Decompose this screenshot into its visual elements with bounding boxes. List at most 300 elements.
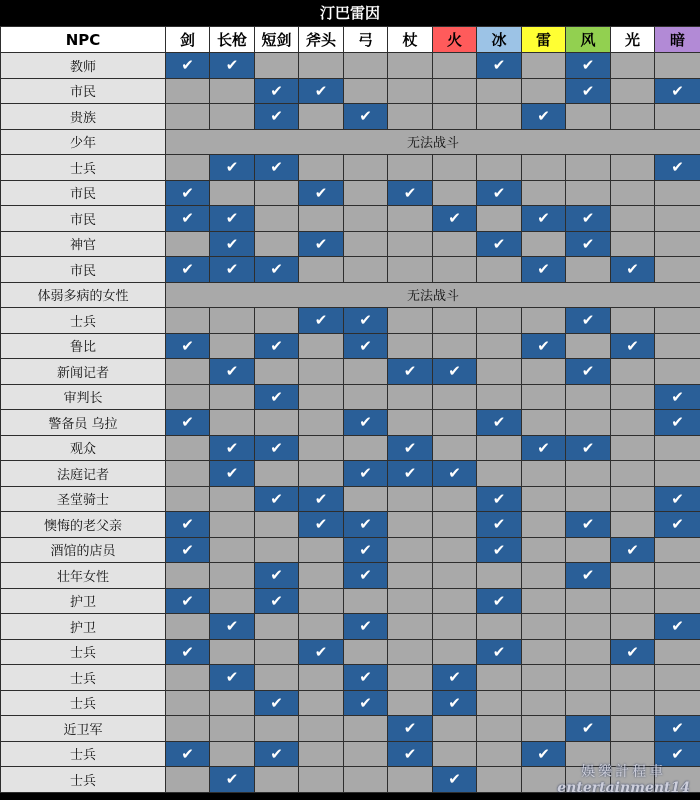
empty-cell	[388, 537, 433, 563]
empty-cell	[388, 384, 433, 410]
empty-cell	[433, 308, 477, 334]
empty-cell	[388, 333, 433, 359]
column-header-2: 长枪	[210, 27, 255, 53]
empty-cell	[299, 333, 344, 359]
empty-cell	[388, 486, 433, 512]
table-row	[1, 180, 700, 206]
empty-cell	[344, 384, 388, 410]
check-cell: ✔	[433, 359, 477, 385]
npc-name: 士兵	[1, 741, 166, 767]
watermark-logo	[557, 764, 690, 796]
check-cell: ✔	[655, 155, 700, 181]
npc-name: 鲁比	[1, 333, 166, 359]
check-cell: ✔	[255, 384, 299, 410]
empty-cell	[166, 614, 210, 640]
check-cell: ✔	[433, 665, 477, 691]
empty-cell	[566, 614, 611, 640]
empty-cell	[255, 308, 299, 334]
empty-cell	[166, 563, 210, 589]
empty-cell	[210, 537, 255, 563]
table-row	[1, 206, 700, 232]
empty-cell	[655, 461, 700, 487]
table-row	[1, 665, 700, 691]
npc-name: 观众	[1, 435, 166, 461]
empty-cell	[210, 563, 255, 589]
check-cell: ✔	[566, 231, 611, 257]
npc-name: 近卫军	[1, 716, 166, 742]
empty-cell	[433, 741, 477, 767]
empty-cell	[433, 588, 477, 614]
empty-cell	[388, 512, 433, 538]
empty-cell	[166, 231, 210, 257]
table-row	[1, 129, 700, 155]
check-cell: ✔	[166, 206, 210, 232]
empty-cell	[655, 665, 700, 691]
table-row	[1, 333, 700, 359]
empty-cell	[566, 257, 611, 283]
empty-cell	[477, 461, 522, 487]
empty-cell	[611, 690, 655, 716]
check-cell: ✔	[166, 537, 210, 563]
check-cell: ✔	[344, 563, 388, 589]
check-cell: ✔	[433, 690, 477, 716]
npc-name: 市民	[1, 257, 166, 283]
empty-cell	[477, 78, 522, 104]
check-cell: ✔	[344, 104, 388, 130]
empty-cell	[210, 104, 255, 130]
empty-cell	[566, 639, 611, 665]
check-cell: ✔	[344, 690, 388, 716]
column-header-8: 冰	[477, 27, 522, 53]
empty-cell	[210, 180, 255, 206]
empty-cell	[210, 308, 255, 334]
check-cell: ✔	[477, 180, 522, 206]
table-row	[1, 716, 700, 742]
check-cell: ✔	[255, 690, 299, 716]
empty-cell	[477, 716, 522, 742]
table-row	[1, 155, 700, 181]
check-cell: ✔	[566, 716, 611, 742]
empty-cell	[210, 512, 255, 538]
empty-cell	[655, 563, 700, 589]
column-header-7: 火	[433, 27, 477, 53]
empty-cell	[166, 665, 210, 691]
empty-cell	[566, 180, 611, 206]
npc-name: 警备员 乌拉	[1, 410, 166, 436]
empty-cell	[344, 359, 388, 385]
empty-cell	[566, 665, 611, 691]
npc-name: 少年	[1, 129, 166, 155]
table-row	[1, 461, 700, 487]
check-cell: ✔	[566, 206, 611, 232]
empty-cell	[166, 384, 210, 410]
table-body	[1, 53, 700, 793]
empty-cell	[433, 180, 477, 206]
empty-cell	[433, 537, 477, 563]
empty-cell	[477, 333, 522, 359]
empty-cell	[299, 257, 344, 283]
empty-cell	[611, 78, 655, 104]
empty-cell	[166, 461, 210, 487]
table-row	[1, 435, 700, 461]
table-row	[1, 231, 700, 257]
empty-cell	[388, 206, 433, 232]
empty-cell	[522, 78, 566, 104]
check-cell: ✔	[255, 78, 299, 104]
column-header-12: 暗	[655, 27, 700, 53]
empty-cell	[433, 435, 477, 461]
empty-cell	[611, 359, 655, 385]
check-cell: ✔	[210, 461, 255, 487]
table-row	[1, 384, 700, 410]
column-header-3: 短剑	[255, 27, 299, 53]
empty-cell	[655, 180, 700, 206]
empty-cell	[477, 741, 522, 767]
empty-cell	[566, 333, 611, 359]
table-row	[1, 359, 700, 385]
npc-name: 士兵	[1, 639, 166, 665]
check-cell: ✔	[566, 563, 611, 589]
check-cell: ✔	[255, 435, 299, 461]
empty-cell	[344, 257, 388, 283]
empty-cell	[611, 741, 655, 767]
table-row	[1, 563, 700, 589]
check-cell: ✔	[255, 588, 299, 614]
empty-cell	[299, 767, 344, 793]
empty-cell	[566, 741, 611, 767]
npc-name: 壮年女性	[1, 563, 166, 589]
empty-cell	[210, 741, 255, 767]
empty-cell	[299, 716, 344, 742]
column-header-4: 斧头	[299, 27, 344, 53]
empty-cell	[299, 690, 344, 716]
empty-cell	[433, 155, 477, 181]
check-cell: ✔	[522, 257, 566, 283]
empty-cell	[299, 104, 344, 130]
check-cell: ✔	[255, 741, 299, 767]
table-row	[1, 308, 700, 334]
npc-name: 护卫	[1, 614, 166, 640]
empty-cell	[477, 104, 522, 130]
table-row	[1, 690, 700, 716]
empty-cell	[344, 639, 388, 665]
empty-cell	[344, 53, 388, 79]
watermark-line2: entertainment14	[557, 780, 690, 796]
check-cell: ✔	[210, 155, 255, 181]
check-cell: ✔	[522, 741, 566, 767]
empty-cell	[433, 639, 477, 665]
empty-cell	[611, 486, 655, 512]
check-cell: ✔	[255, 333, 299, 359]
check-cell: ✔	[166, 333, 210, 359]
empty-cell	[433, 614, 477, 640]
check-cell: ✔	[344, 410, 388, 436]
empty-cell	[255, 665, 299, 691]
empty-cell	[522, 461, 566, 487]
empty-cell	[477, 257, 522, 283]
empty-cell	[166, 435, 210, 461]
npc-name: 士兵	[1, 155, 166, 181]
empty-cell	[655, 206, 700, 232]
empty-cell	[299, 359, 344, 385]
empty-cell	[210, 384, 255, 410]
empty-cell	[388, 665, 433, 691]
check-cell: ✔	[522, 104, 566, 130]
empty-cell	[522, 486, 566, 512]
empty-cell	[477, 767, 522, 793]
empty-cell	[566, 486, 611, 512]
empty-cell	[522, 665, 566, 691]
empty-cell	[433, 333, 477, 359]
empty-cell	[299, 614, 344, 640]
empty-cell	[166, 359, 210, 385]
empty-cell	[344, 435, 388, 461]
check-cell: ✔	[655, 512, 700, 538]
empty-cell	[611, 716, 655, 742]
table-row	[1, 104, 700, 130]
empty-cell	[522, 180, 566, 206]
check-cell: ✔	[522, 435, 566, 461]
empty-cell	[299, 435, 344, 461]
empty-cell	[566, 104, 611, 130]
check-cell: ✔	[344, 665, 388, 691]
empty-cell	[299, 384, 344, 410]
empty-cell	[344, 78, 388, 104]
empty-cell	[611, 384, 655, 410]
check-cell: ✔	[477, 410, 522, 436]
check-cell: ✔	[344, 308, 388, 334]
empty-cell	[299, 206, 344, 232]
empty-cell	[611, 206, 655, 232]
npc-name: 教师	[1, 53, 166, 79]
check-cell: ✔	[299, 486, 344, 512]
empty-cell	[522, 690, 566, 716]
empty-cell	[433, 53, 477, 79]
empty-cell	[655, 257, 700, 283]
empty-cell	[255, 206, 299, 232]
table-row	[1, 639, 700, 665]
check-cell: ✔	[210, 767, 255, 793]
empty-cell	[522, 53, 566, 79]
empty-cell	[210, 716, 255, 742]
check-cell: ✔	[388, 435, 433, 461]
npc-name: 审判长	[1, 384, 166, 410]
check-cell: ✔	[166, 180, 210, 206]
empty-cell	[166, 716, 210, 742]
check-cell: ✔	[522, 206, 566, 232]
npc-name: 神官	[1, 231, 166, 257]
empty-cell	[566, 155, 611, 181]
empty-cell	[388, 155, 433, 181]
empty-cell	[388, 639, 433, 665]
empty-cell	[344, 486, 388, 512]
empty-cell	[522, 231, 566, 257]
empty-cell	[611, 180, 655, 206]
check-cell: ✔	[477, 486, 522, 512]
empty-cell	[299, 741, 344, 767]
empty-cell	[655, 588, 700, 614]
empty-cell	[255, 639, 299, 665]
empty-cell	[344, 155, 388, 181]
empty-cell	[522, 639, 566, 665]
empty-cell	[433, 384, 477, 410]
empty-cell	[611, 588, 655, 614]
table-row	[1, 741, 700, 767]
empty-cell	[388, 53, 433, 79]
empty-cell	[477, 359, 522, 385]
check-cell: ✔	[388, 716, 433, 742]
check-cell: ✔	[566, 512, 611, 538]
check-cell: ✔	[388, 180, 433, 206]
check-cell: ✔	[433, 767, 477, 793]
empty-cell	[344, 231, 388, 257]
cannot-fight-note: 无法战斗	[166, 129, 700, 155]
check-cell: ✔	[299, 78, 344, 104]
table-row	[1, 537, 700, 563]
empty-cell	[166, 308, 210, 334]
empty-cell	[522, 308, 566, 334]
empty-cell	[477, 206, 522, 232]
check-cell: ✔	[477, 537, 522, 563]
empty-cell	[210, 78, 255, 104]
check-cell: ✔	[611, 333, 655, 359]
check-cell: ✔	[477, 639, 522, 665]
table-row	[1, 410, 700, 436]
check-cell: ✔	[210, 53, 255, 79]
empty-cell	[344, 716, 388, 742]
check-cell: ✔	[566, 359, 611, 385]
empty-cell	[566, 537, 611, 563]
empty-cell	[566, 588, 611, 614]
empty-cell	[477, 435, 522, 461]
empty-cell	[210, 588, 255, 614]
empty-cell	[166, 78, 210, 104]
check-cell: ✔	[210, 359, 255, 385]
header-row	[1, 27, 700, 53]
check-cell: ✔	[655, 410, 700, 436]
empty-cell	[611, 563, 655, 589]
empty-cell	[166, 104, 210, 130]
npc-name: 圣堂骑士	[1, 486, 166, 512]
check-cell: ✔	[299, 512, 344, 538]
check-cell: ✔	[655, 384, 700, 410]
check-cell: ✔	[655, 78, 700, 104]
check-cell: ✔	[611, 257, 655, 283]
check-cell: ✔	[388, 461, 433, 487]
table-row	[1, 78, 700, 104]
check-cell: ✔	[433, 461, 477, 487]
empty-cell	[566, 384, 611, 410]
empty-cell	[522, 716, 566, 742]
empty-cell	[166, 690, 210, 716]
empty-cell	[344, 180, 388, 206]
empty-cell	[388, 308, 433, 334]
empty-cell	[299, 563, 344, 589]
empty-cell	[655, 639, 700, 665]
empty-cell	[655, 333, 700, 359]
column-header-11: 光	[611, 27, 655, 53]
check-cell: ✔	[166, 588, 210, 614]
check-cell: ✔	[166, 512, 210, 538]
empty-cell	[433, 231, 477, 257]
check-cell: ✔	[655, 486, 700, 512]
check-cell: ✔	[210, 231, 255, 257]
empty-cell	[655, 690, 700, 716]
check-cell: ✔	[255, 257, 299, 283]
table-title: 汀巴雷因	[0, 0, 700, 26]
check-cell: ✔	[166, 410, 210, 436]
column-header-5: 弓	[344, 27, 388, 53]
empty-cell	[255, 53, 299, 79]
column-header-1: 剑	[166, 27, 210, 53]
empty-cell	[388, 588, 433, 614]
check-cell: ✔	[344, 614, 388, 640]
empty-cell	[255, 767, 299, 793]
check-cell: ✔	[210, 257, 255, 283]
npc-name: 新闻记者	[1, 359, 166, 385]
npc-name: 护卫	[1, 588, 166, 614]
check-cell: ✔	[655, 716, 700, 742]
check-cell: ✔	[210, 665, 255, 691]
check-cell: ✔	[166, 53, 210, 79]
empty-cell	[210, 690, 255, 716]
check-cell: ✔	[388, 741, 433, 767]
empty-cell	[433, 104, 477, 130]
empty-cell	[655, 435, 700, 461]
npc-name: 市民	[1, 206, 166, 232]
empty-cell	[344, 767, 388, 793]
check-cell: ✔	[655, 614, 700, 640]
check-cell: ✔	[388, 359, 433, 385]
empty-cell	[477, 614, 522, 640]
check-cell: ✔	[210, 206, 255, 232]
check-cell: ✔	[299, 180, 344, 206]
column-header-npc: NPC	[1, 27, 166, 53]
empty-cell	[344, 588, 388, 614]
table-row	[1, 512, 700, 538]
empty-cell	[611, 53, 655, 79]
empty-cell	[655, 231, 700, 257]
empty-cell	[299, 155, 344, 181]
empty-cell	[388, 231, 433, 257]
empty-cell	[522, 588, 566, 614]
empty-cell	[655, 53, 700, 79]
empty-cell	[611, 231, 655, 257]
check-cell: ✔	[566, 308, 611, 334]
npc-name: 市民	[1, 78, 166, 104]
check-cell: ✔	[299, 639, 344, 665]
check-cell: ✔	[299, 308, 344, 334]
npc-name: 市民	[1, 180, 166, 206]
empty-cell	[255, 537, 299, 563]
check-cell: ✔	[166, 257, 210, 283]
npc-name: 士兵	[1, 665, 166, 691]
cannot-fight-note: 无法战斗	[166, 282, 700, 308]
empty-cell	[477, 690, 522, 716]
check-cell: ✔	[299, 231, 344, 257]
npc-name: 懊悔的老父亲	[1, 512, 166, 538]
empty-cell	[433, 512, 477, 538]
empty-cell	[566, 461, 611, 487]
empty-cell	[299, 588, 344, 614]
check-cell: ✔	[655, 741, 700, 767]
empty-cell	[166, 486, 210, 512]
empty-cell	[210, 639, 255, 665]
check-cell: ✔	[566, 53, 611, 79]
npc-name: 法庭记者	[1, 461, 166, 487]
check-cell: ✔	[210, 614, 255, 640]
empty-cell	[611, 104, 655, 130]
